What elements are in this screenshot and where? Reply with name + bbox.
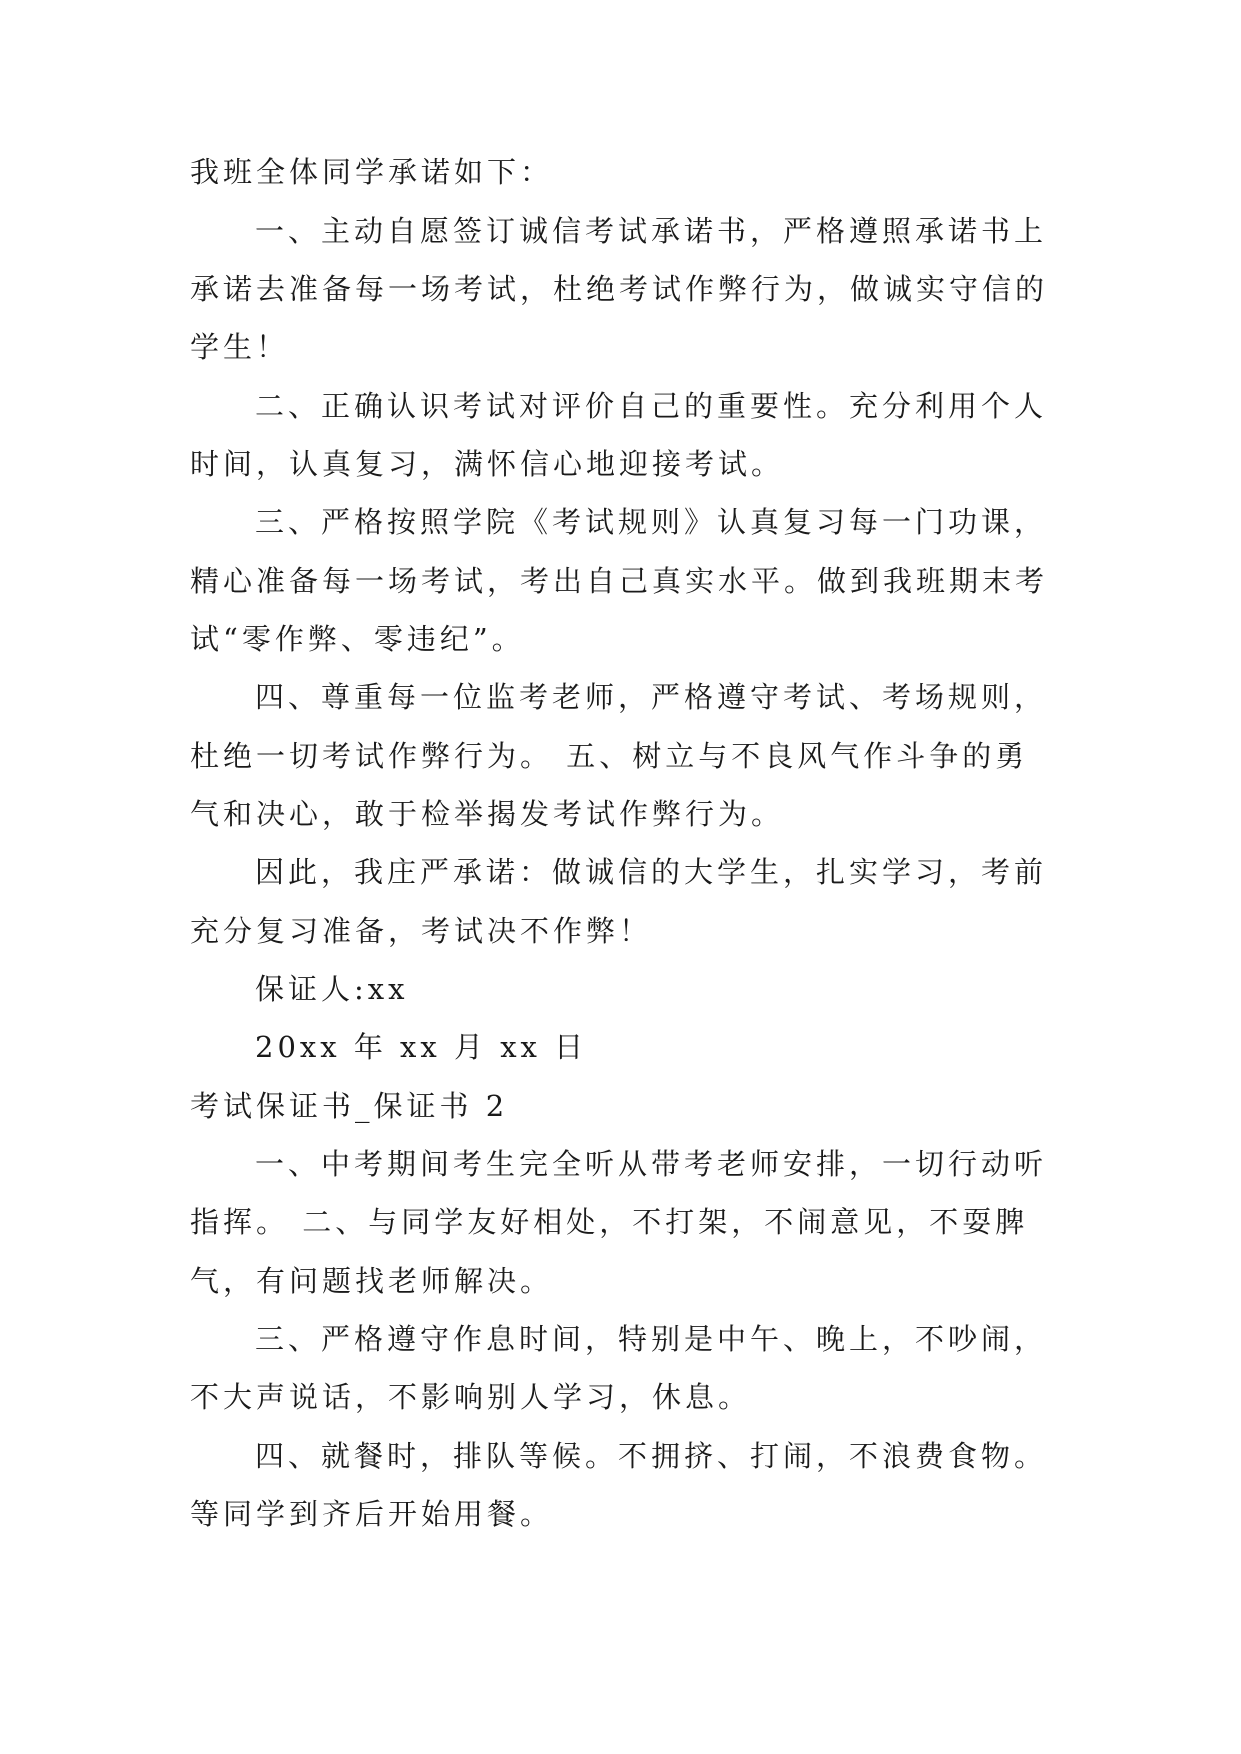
text-line: 我班全体同学承诺如下： (190, 155, 554, 189)
text-line: 一、中考期间考生完全听从带考老师安排，一切行动听 (255, 1147, 1048, 1181)
text-line: 因此，我庄严承诺：做诚信的大学生，扎实学习，考前 (255, 855, 1048, 889)
signer-line: 保证人:xx (255, 972, 409, 1006)
text-line: 一、主动自愿签订诚信考试承诺书，严格遵照承诺书上 (255, 214, 1048, 248)
text-line: 三、严格遵守作息时间，特别是中午、晚上，不吵闹， (255, 1322, 1048, 1356)
text-line: 四、就餐时，排队等候。不拥挤、打闹，不浪费食物。 (255, 1439, 1048, 1473)
text-line: 精心准备每一场考试，考出自己真实水平。做到我班期末考 (190, 564, 1049, 598)
text-line: 气和决心，敢于检举揭发考试作弊行为。 (190, 797, 785, 831)
text-line: 等同学到齐后开始用餐。 (190, 1497, 554, 1531)
date-line: 20xx 年 xx 月 xx 日 (255, 1030, 588, 1064)
text-line: 三、严格按照学院《考试规则》认真复习每一门功课， (255, 505, 1048, 539)
text-line: 试“零作弊、零违纪”。 (190, 622, 525, 656)
text-line: 不大声说话，不影响别人学习，休息。 (190, 1380, 752, 1414)
text-line: 学生！ (190, 330, 290, 364)
text-line: 二、正确认识考试对评价自己的重要性。充分利用个人 (255, 389, 1048, 423)
text-line: 承诺去准备每一场考试，杜绝考试作弊行为，做诚实守信的 (190, 272, 1049, 306)
text-line: 时间，认真复习，满怀信心地迎接考试。 (190, 447, 785, 481)
text-line: 充分复习准备，考试决不作弊！ (190, 914, 653, 948)
section-heading: 考试保证书_保证书 2 (190, 1089, 509, 1123)
text-line: 四、尊重每一位监考老师，严格遵守考试、考场规则， (255, 680, 1048, 714)
text-line: 杜绝一切考试作弊行为。 五、树立与不良风气作斗争的勇 (190, 739, 1029, 773)
text-line: 指挥。 二、与同学友好相处，不打架，不闹意见，不耍脾 (190, 1205, 1029, 1239)
text-line: 气，有问题找老师解决。 (190, 1264, 554, 1298)
